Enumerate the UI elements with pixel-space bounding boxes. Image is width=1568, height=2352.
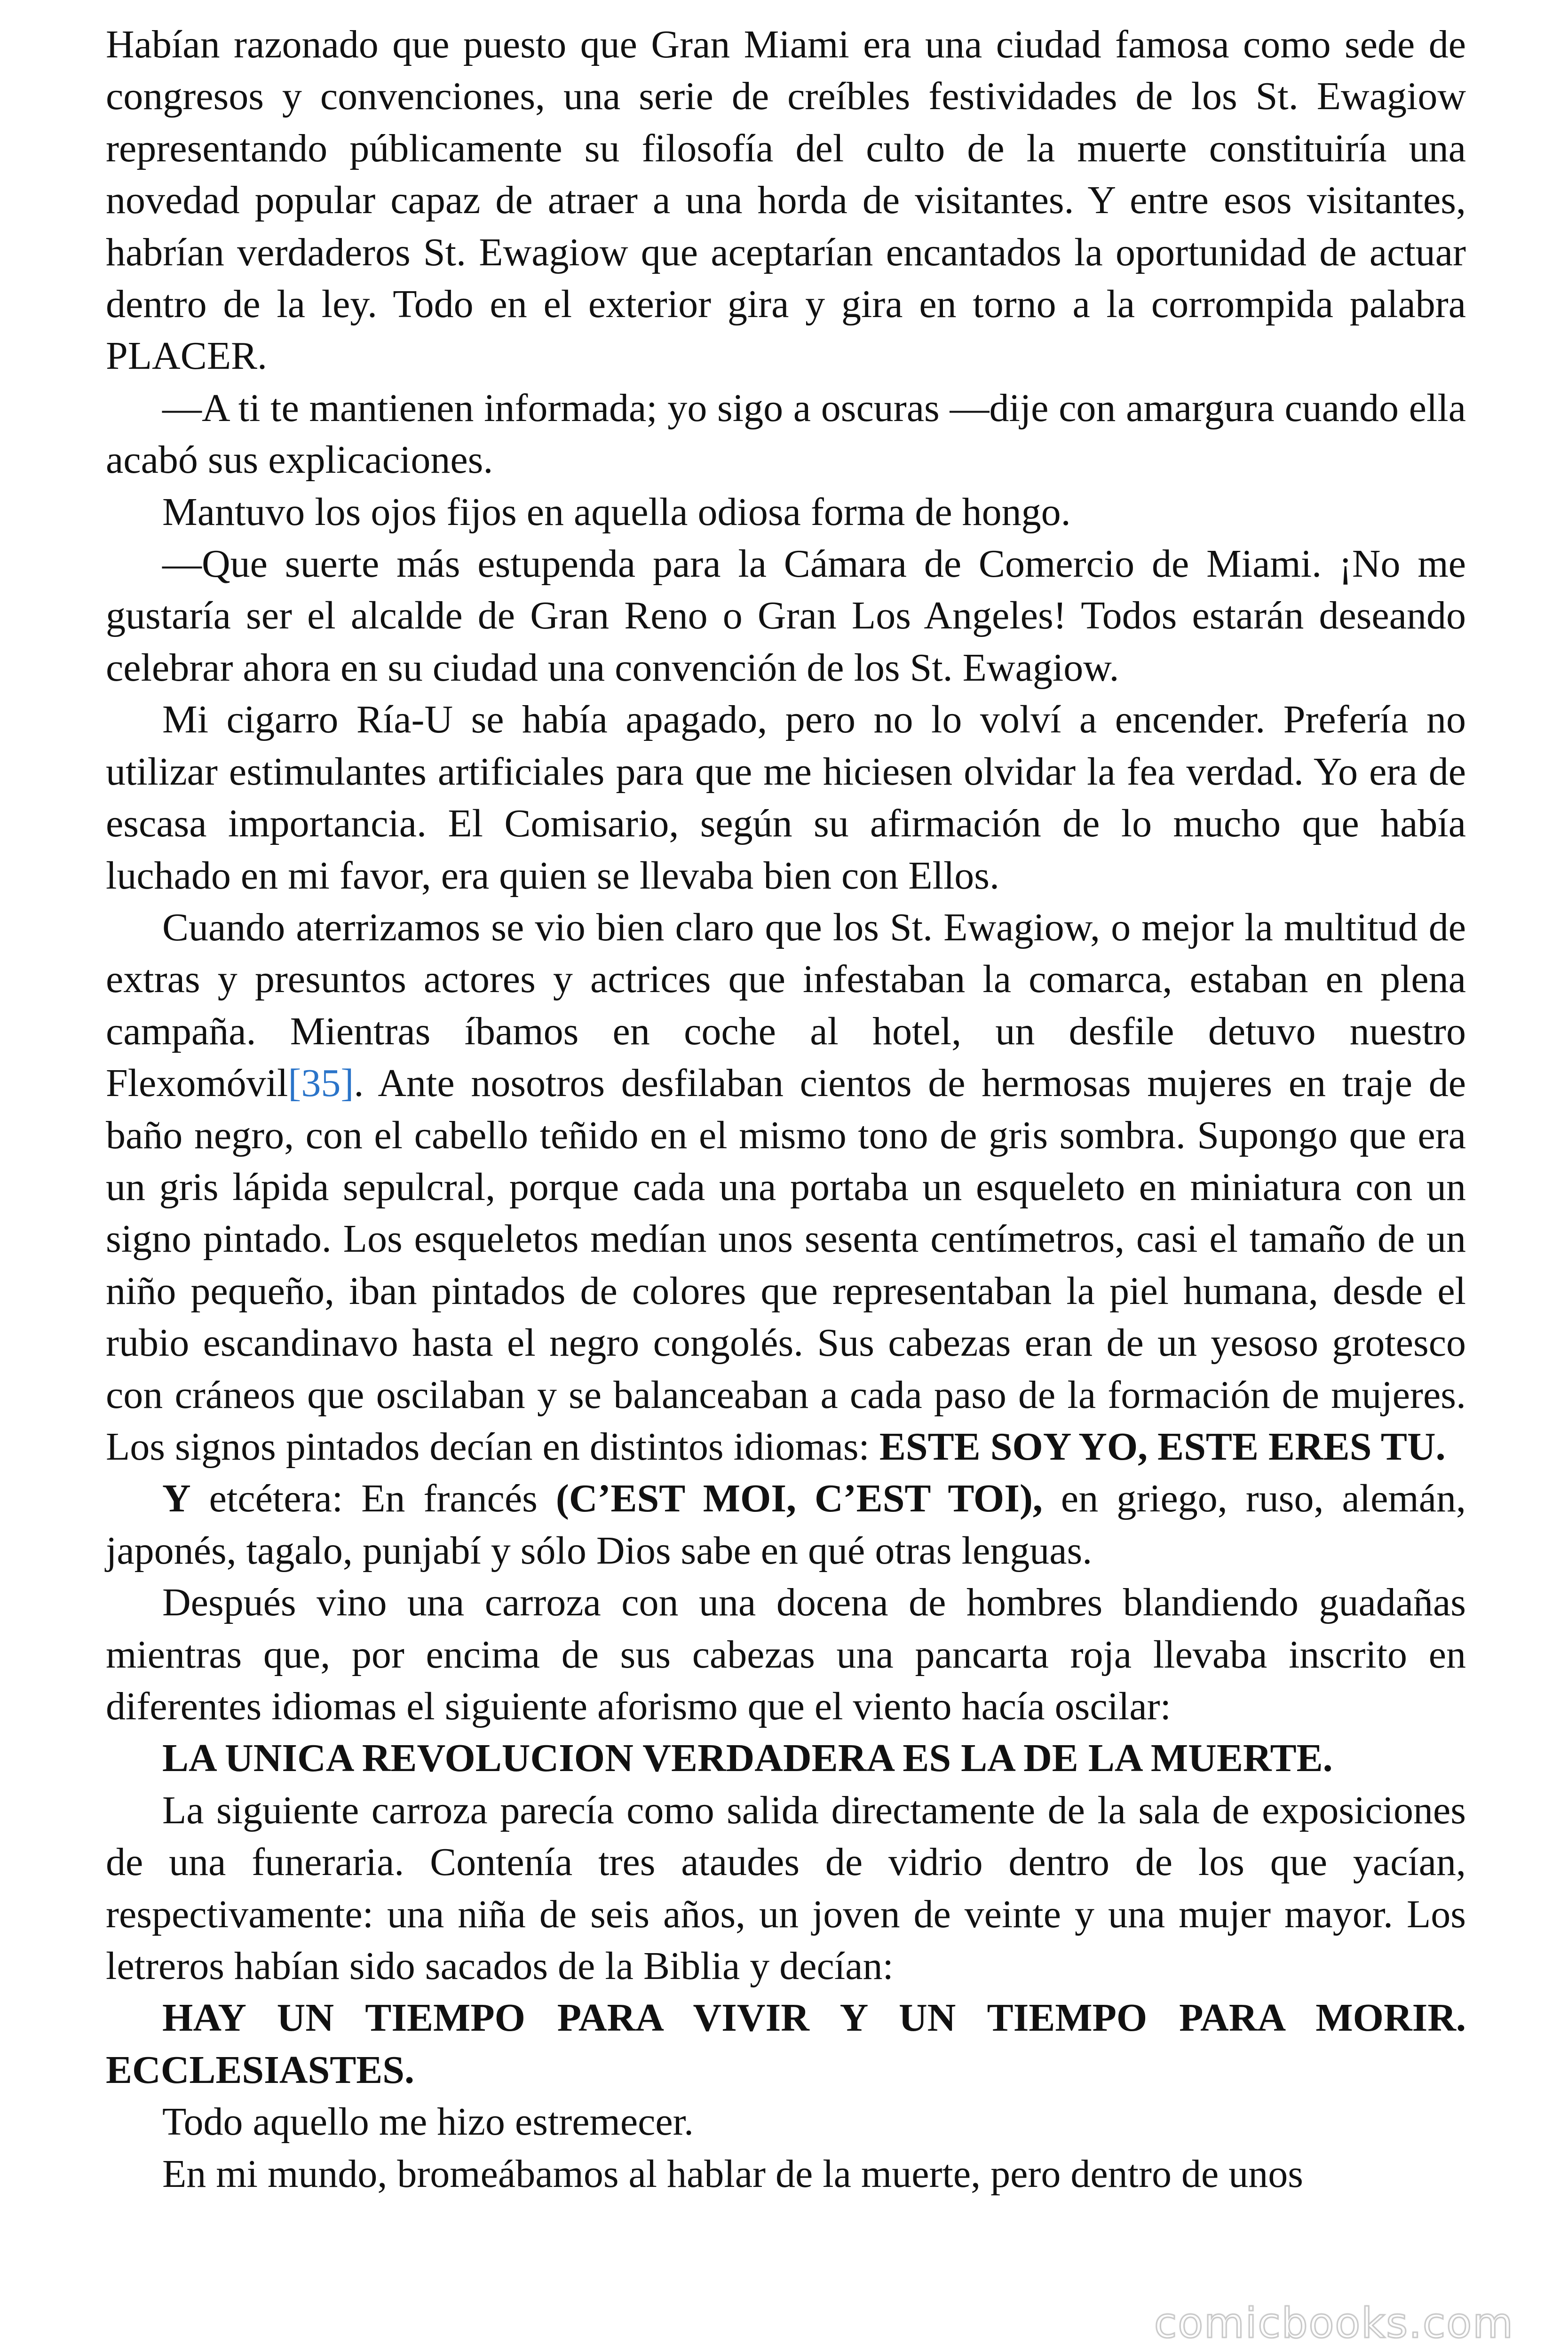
- footnote-link-35[interactable]: [35]: [288, 1061, 354, 1105]
- watermark: comicbooks.com: [1154, 2299, 1514, 2347]
- banner-text: LA UNICA REVOLUCION VERDADERA ES LA DE LA MUERTE.: [162, 1736, 1333, 1780]
- paragraph-6-bold-sign: ESTE SOY YO, ESTE ERES TU.: [879, 1424, 1446, 1469]
- paragraph-2: —A ti te mantienen informada; yo sigo a oscuras —dije con amargura cuando ella acabó sus explicaciones.: [106, 386, 1466, 482]
- paragraph-5: Mi cigarro Ría-U se había apagado, pero no lo volví a encender. Prefería no utilizar estimulantes artificiales para que me hiciesen olvidar la fea verdad. Yo era de escasa importancia. El Comisario, según su afirmación de lo mucho que había luchado en mi favor, era quien se llevaba bien con Ellos.: [106, 698, 1466, 898]
- paragraph-7-text-b: en griego, ruso, alemán, japonés, tagalo, punjabí y sólo Dios sabe en qué otras lenguas.: [106, 1477, 1466, 1573]
- paragraph-1: Habían razonado que puesto que Gran Miami era una ciudad famosa como sede de congresos y convenciones, una serie de creíbles festividades de los St. Ewagiow representando públicamente su filosofía del culto de la muerte constituiría una novedad popular capaz de atraer a una horda de visitantes. Y entre esos visitantes, habrían verdaderos St. Ewagiow que aceptarían encantados la oportunidad de actuar dentro de la ley. Todo en el exterior gira y gira en torno a la corrompida palabra PLACER.: [106, 23, 1466, 378]
- paragraph-7-text-a: etcétera: En francés: [190, 1477, 556, 1521]
- paragraph-7: [106, 1473, 1466, 1577]
- paragraph-7-bold-start: Y: [162, 1477, 191, 1521]
- paragraph-12: Todo aquello me hizo estremecer.: [162, 2100, 694, 2144]
- paragraph-6: [106, 902, 1466, 1473]
- paragraph-10: La siguiente carroza parecía como salida directamente de la sala de exposiciones de una funeraria. Contenía tres ataudes de vidrio dentro de los que yacían, respectivamente: una niña de seis años, un joven de veinte y una mujer mayor. Los letreros habían sido sacados de la Biblia y decían:: [106, 1788, 1466, 1988]
- paragraph-8: Después vino una carroza con una docena de hombres blandiendo guadañas mientras que, por encima de sus cabezas una pancarta roja llevaba inscrito en diferentes idiomas el siguiente aforismo que el viento hacía oscilar:: [106, 1581, 1466, 1728]
- paragraph-7-bold-french: (C’EST MOI, C’EST TOI),: [555, 1477, 1043, 1521]
- paragraph-11-quote: [106, 1992, 1466, 2096]
- paragraph-3: Mantuvo los ojos fijos en aquella odiosa forma de hongo.: [162, 490, 1071, 534]
- paragraph-6-text-a: Cuando aterrizamos se vio bien claro que los St. Ewagiow, o mejor la multitud de extras y presuntos actores y actrices que infestaban la comarca, estaban en plena campaña. Mientras íbamos en coche al hotel, un desfile detuvo nuestro Flexomóvil: [106, 905, 1466, 1105]
- paragraph-13: En mi mundo, bromeábamos al hablar de la muerte, pero dentro de unos: [162, 2152, 1303, 2196]
- paragraph-6-text-b: . Ante nosotros desfilaban cientos de hermosas mujeres en traje de baño negro, con el cabello teñido en el mismo tono de gris sombra. Supongo que era un gris lápida sepulcral, porque cada una portaba un esqueleto en miniatura con un signo pintado. Los esqueletos medían unos sesenta centímetros, casi el tamaño de un niño pequeño, iban pintados de colores que representaban la piel humana, desde el rubio escandinavo hasta el negro congolés. Sus cabezas eran de un yesoso grotesco con cráneos que oscilaban y se balanceaban a cada paso de la formación de mujeres. Los signos pintados decían en distintos idiomas:: [106, 1061, 1466, 1469]
- document-page: [106, 19, 1466, 2200]
- bible-quote-text: HAY UN TIEMPO PARA VIVIR Y UN TIEMPO PARA MORIR. ECCLESIASTES.: [106, 1996, 1466, 2092]
- paragraph-4: —Que suerte más estupenda para la Cámara de Comercio de Miami. ¡No me gustaría ser el alcalde de Gran Reno o Gran Los Angeles! Todos estarán deseando celebrar ahora en su ciudad una convención de los St. Ewagiow.: [106, 542, 1466, 690]
- paragraph-9-banner: [106, 1732, 1466, 1784]
